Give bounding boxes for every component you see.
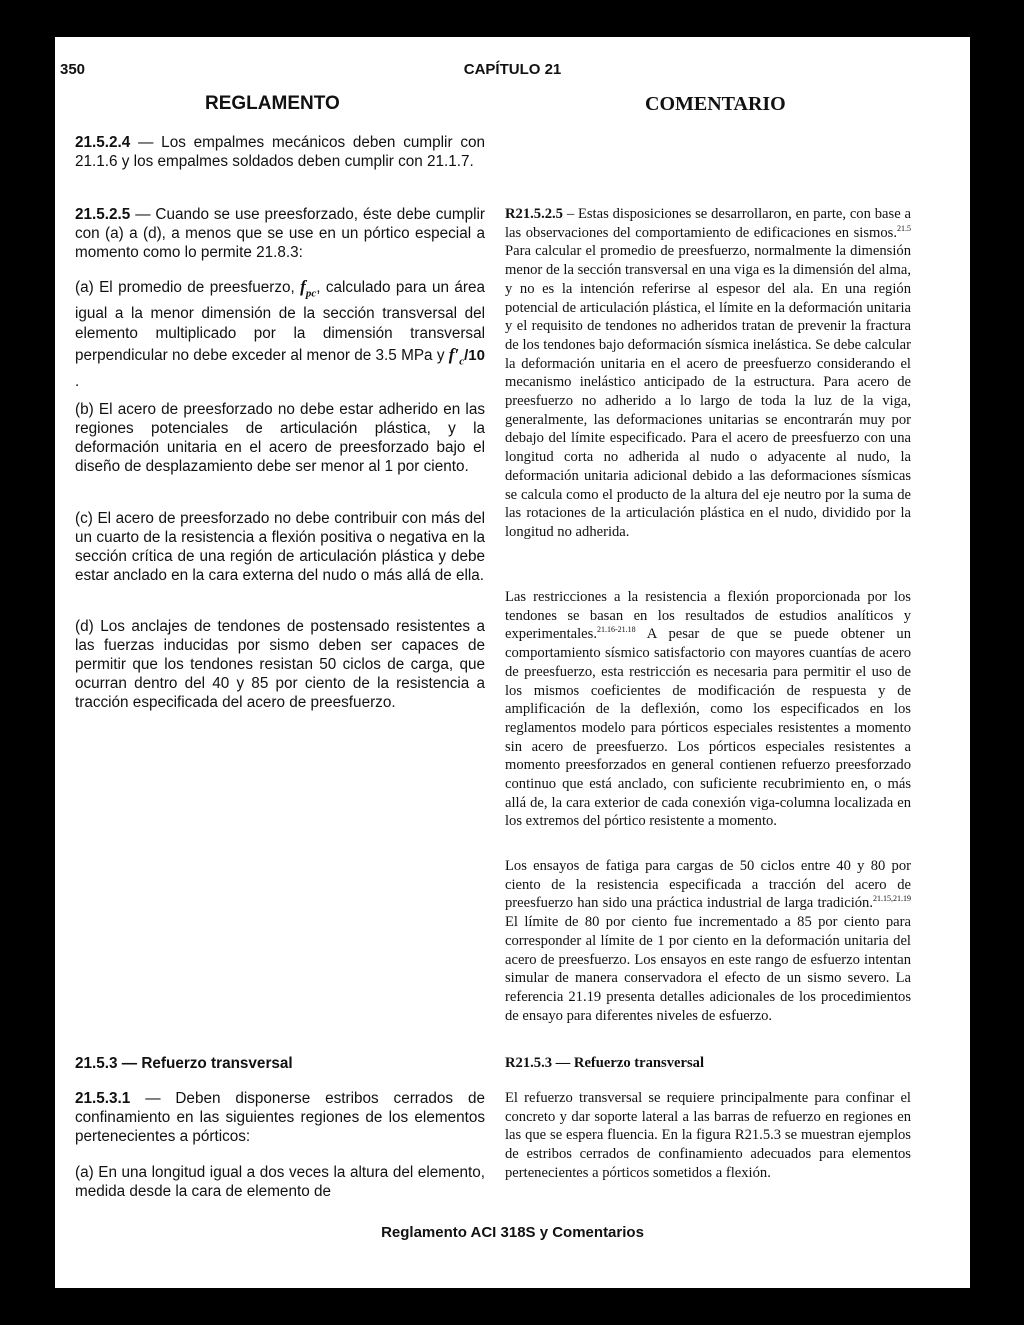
commentary-text: Los ensayos de fatiga para cargas de 50 ciclos entre 40 y 80 por ciento de la resistencia especificada a tracción del acero de preesfuerzo han sido una práctica industrial de larga tradición. xyxy=(505,858,911,912)
section-number: 21.5.3.1 xyxy=(75,1090,131,1107)
section-text: — Deben disponerse estribos cerrados de confinamiento en las siguientes regiones de los elementos pertenecientes a pórticos: xyxy=(75,1090,485,1145)
divisor: /10 xyxy=(464,346,485,364)
commentary-text: Las restricciones a la resistencia a flexión proporcionada por los tendones se basan en los resultados de estudios analíticos y experimentales. xyxy=(505,589,911,643)
page-footer: Reglamento ACI 318S y Comentarios xyxy=(381,1224,644,1241)
commentary-text: Para calcular el promedio de preesfuerzo, normalmente la dimensión menor de la sección transversal en una viga es la dimensión del alma, y no es la intención referirse al espesor del ala. En una región potencial de articulación plástica, el límite en la deformación unitaria y el requisito de tendones no adheridos tratan de prevenir la fractura de los tendones bajo deformación sísmica inelástica. Se debe calcular la deformación unitaria en el acero de preesfuerzo considerando el mecanismo inelástico anticipado de la estructura. Para acero de preesfuerzo no adherido a lo largo de toda la luz de la viga, generalmente, las deformaciones unitarias se encontrarán muy por debajo del límite especificado. Para el acero de preesfuerzo con una longitud corta no adherida al nudo o adyacente al nudo, la deformación unitaria adicional debido a las deformaciones sísmicas se calcula como el producto de la altura del eje neutro por la suma de las rotaciones de la articulación plástica en el nudo, dividido por la longitud no adherida. xyxy=(505,243,911,540)
item-a xyxy=(75,277,485,392)
reference-superscript: 21.5 xyxy=(897,223,911,233)
subscript: c xyxy=(459,355,465,368)
heading-21-5-3: 21.5.3 — Refuerzo transversal xyxy=(75,1055,293,1072)
item-a-21-5-3-1: (a) En una longitud igual a dos veces la altura del elemento, medida desde la cara de elemento de xyxy=(75,1164,485,1200)
section-text: — Los empalmes mecánicos deben cumplir con 21.1.6 y los empalmes soldados deben cumplir con 21.1.7. xyxy=(75,134,485,170)
section-21-5-2-4 xyxy=(75,133,485,171)
section-number: 21.5.2.5 xyxy=(75,206,131,223)
commentary-paragraph-ensayos xyxy=(505,857,911,1025)
commentary-text: A pesar de que se puede obtener un comportamiento sísmico satisfactorio con mayores cuantías de acero de preesfuerzo, esta restricción es necesaria para permitir el uso de los mismos coeficientes de modificación de respuesta y de amplificación de la deflexión, como los especificados en los reglamentos modelo para pórticos especiales resistentes a momento sin acero de preesfuerzo. Los pórticos especiales resistentes a momento preesforzados en general contienen refuerzo preesforzado continuo que está anclado, con suficiente recubrimiento en, o más allá de, la cara exterior de cada conexión viga-columna localizada en los extremos del pórtico resistente a momento. xyxy=(505,626,911,830)
symbol: f′ xyxy=(448,344,460,364)
commentary-text: – Estas disposiciones se desarrollaron, en parte, con base a las observaciones del comportamiento de edificaciones en sismos. xyxy=(505,206,911,241)
column-title-comentario: COMENTARIO xyxy=(645,93,786,115)
reference-superscript: 21.15,21.19 xyxy=(873,894,911,904)
commentary-paragraph-restricciones xyxy=(505,588,911,831)
formula-fpc xyxy=(300,277,317,300)
commentary-r21-5-3: El refuerzo transversal se requiere principalmente para confinar el concreto y dar soporte lateral a las barras de refuerzo en regiones en las que se espera fluencia. En la figura R21.5.3 se muestran ejemplos de estribos cerrados de confinamiento adecuados para elementos pertenecientes a pórticos sometidos a flexión. xyxy=(505,1090,911,1181)
item-b: (b) El acero de preesforzado no debe estar adherido en las regiones potenciales de articulación plástica, y la deformación unitaria en el acero de preesforzado bajo el diseño de desplazamiento debe ser menor al 1 por ciento. xyxy=(75,401,485,475)
item-text: , calculado para un área igual a la menor dimensión de la sección transversal del elemento multiplicado por la dimensión transversal perpendicular no debe exceder al menor de 3.5 MPa y xyxy=(75,279,485,364)
section-number: R21.5.2.5 xyxy=(505,206,563,222)
formula-fc-over-10 xyxy=(448,344,485,368)
section-number: 21.5.2.4 xyxy=(75,134,131,151)
item-c: (c) El acero de preesforzado no debe contribuir con más del un cuarto de la resistencia a flexión positiva o negativa en la sección crítica de una región de articulación plástica y debe estar anclado en la cara externa del nudo o más allá de ella. xyxy=(75,510,485,584)
document-page xyxy=(55,37,970,1288)
commentary-r21-5-2-5 xyxy=(505,205,911,542)
section-21-5-3-1 xyxy=(75,1089,485,1146)
column-title-reglamento: REGLAMENTO xyxy=(205,93,340,114)
chapter-heading: CAPÍTULO 21 xyxy=(463,61,562,78)
commentary-text: El límite de 80 por ciento fue incrementado a 85 por ciento para corresponder al límite de 1 por ciento en la deformación unitaria del acero de preesfuerzo. Los ensayos en este rango de esfuerzo intentan simular de manera conservadora el efecto de un sismo severo. La referencia 21.19 presenta detalles adicionales de los procedimientos de ensayo para diferentes niveles de esfuerzo. xyxy=(505,914,911,1024)
item-text: (a) El promedio de preesfuerzo, xyxy=(75,279,301,296)
heading-r21-5-3: R21.5.3 — Refuerzo transversal xyxy=(505,1055,704,1071)
item-text: . xyxy=(75,372,80,390)
item-d: (d) Los anclajes de tendones de postensado resistentes a las fuerzas inducidas por sismo deben ser capaces de permitir que los tendones resistan 50 ciclos de carga, que ocurran dentro del 40 y 85 por ciento de la resistencia a tracción especificada del acero de preesfuerzo. xyxy=(75,618,485,711)
reference-superscript: 21.16-21.18 xyxy=(596,625,636,635)
symbol: f xyxy=(300,277,306,296)
section-text: — Cuando se use preesforzado, éste debe cumplir con (a) a (d), a menos que se use en un pórtico especial a momento como lo permite 21.8.3: xyxy=(75,206,485,261)
subscript: pc xyxy=(305,287,317,300)
page-number: 350 xyxy=(60,61,86,78)
section-21-5-2-5 xyxy=(75,205,485,262)
